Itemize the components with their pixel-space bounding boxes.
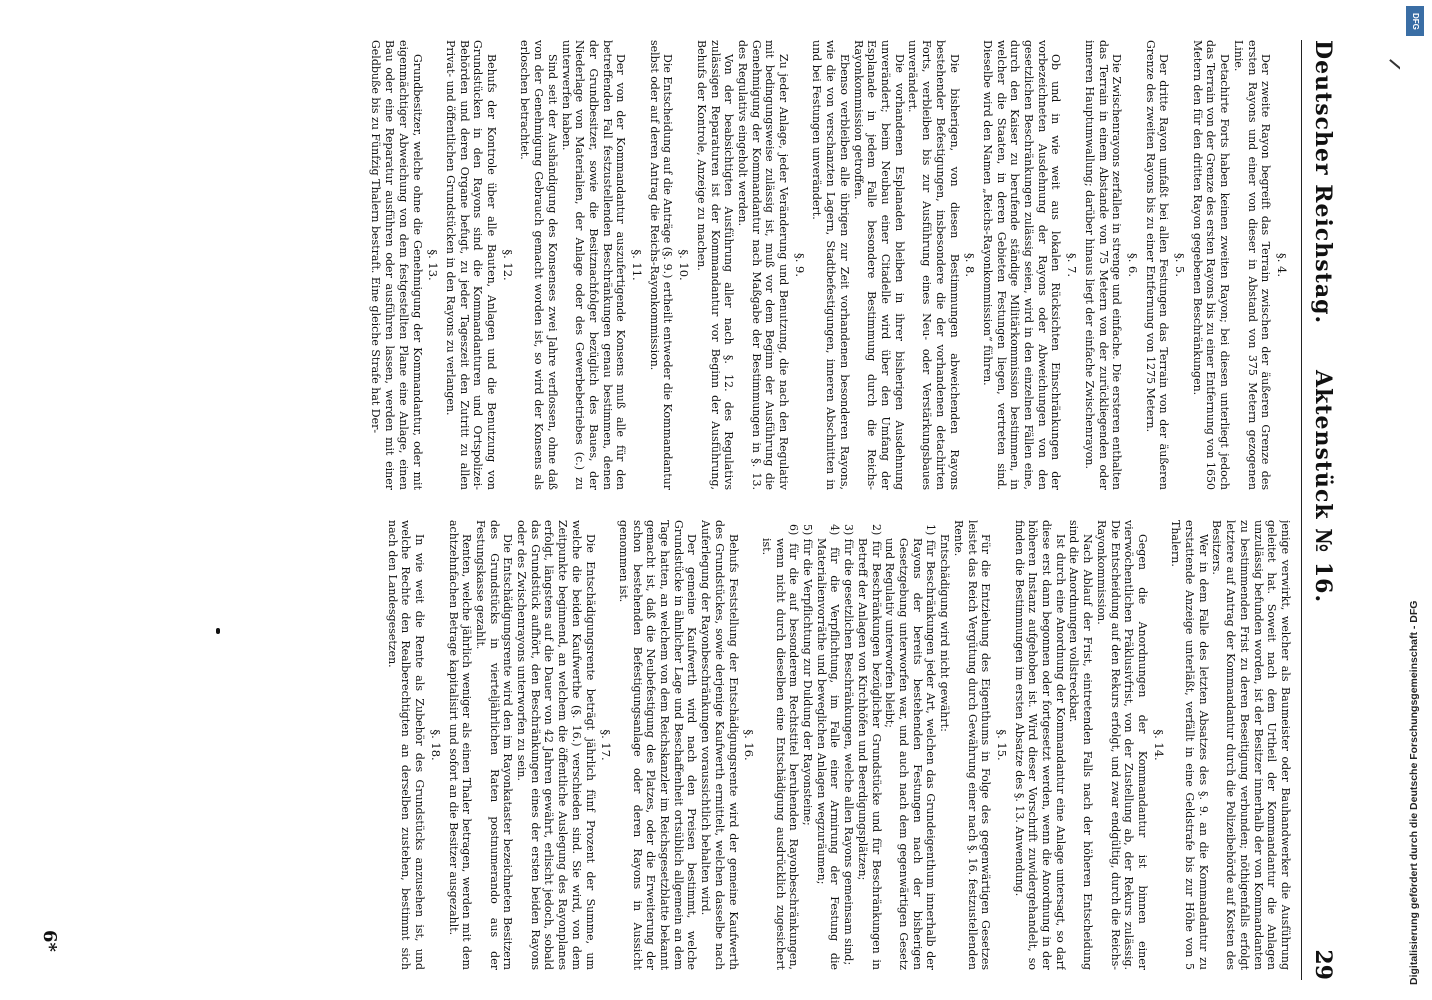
- paragraph: jenige verwirkt, welcher als Baumeister oder Bauhandwerker die Ausführung geleitet hat. Soweit nach dem Urtheil der Kommandantur die Anlagen unzulässig befunden worden, ist der Besitzer innerhalb der von Kommandanten zu bestimmenden Frist zu deren Beseitigung verbunden; nöthigenfalls erfolgt letztere auf Antrag der Kommandantur durch die Polizeibehörde auf Kosten des Besitzers.: [1210, 520, 1292, 970]
- paragraph: In wie weit die Rente als Zubehör des Grundstücks anzusehen ist, und welche Rechte den Realberechtigten an derselben zustehen, bestimmt sich nach den Landesgesetzen.: [385, 520, 427, 970]
- paragraph: Ob und in wie weit aus lokalen Rücksichten Einschränkungen der vorbezeichneten Ausdehnung der Rayons oder Abweichungen von den gesetzlichen Beschränkungen zulässig seien, wird in den einzelnen Fällen eine, durch den Kaiser zu berufende ständige Militärkommission bestimmen, in welcher die Staaten, in deren Gebieten Festungen liegen, vertreten sind. Dieselbe wird den Namen „Reichs-Rayonkommission“ führen.: [980, 40, 1063, 490]
- list-item: 5) für die Verpflichtung zur Duldung der Rayonsteine;: [801, 524, 815, 826]
- paragraph: Detachirte Forts haben keinen zweiten Rayon; bei diesen unterliegt jedoch das Terrain von der Grenze des ersten Rayons bis zu einer Entfernung von 1650 Metern den für den dritten Rayon gegebenen Beschränkungen.: [1190, 40, 1232, 490]
- paragraph: Die Entscheidung auf die Anträge (§. 9.) ertheilt entweder die Kommandantur selbst oder auf deren Antrag die Reichs-Rayonkommission.: [647, 40, 675, 490]
- paragraph: Von der beabsichtigten Ausführung aller nach §. 12. des Regulativs zulässigen Reparaturen ist der Kommandantur vor Beginn der Ausführung, Behufs der Kontrole, Anzeige zu machen.: [694, 40, 736, 490]
- paragraph: Behufs der Kontrole über alle Bauten, Anlagen und die Benutzung von Grundstücken in den Rayons sind die Kommandanturen und Ortspolizei-Behörden und deren Organe befugt, zu jeder Tageszeit den Zutritt zu allen Privat- und öffentlichen Grundstücken in den Rayons zu verlangen.: [443, 40, 499, 490]
- section-heading: §. 11.: [630, 249, 645, 281]
- section-heading: §. 9.: [792, 252, 807, 278]
- section-heading: §. 18.: [428, 729, 443, 761]
- digitization-notice: Digitalisierung gefördert durch die Deutsche Forschungsgemeinschaft - DFG: [1408, 600, 1420, 985]
- page-header: [1301, 40, 1342, 980]
- section-heading: §. 8.: [963, 252, 978, 278]
- section-heading: §. 10.: [677, 249, 692, 281]
- paragraph: Behufs Feststellung der Entschädigungsrente wird der gemeine Kaufwerth des Grundstückes, sowie derjenige Kaufwerth ermittelt, welchen dasselbe nach Auferlegung der Rayonbeschränkungen voraussichtlich behalten wird.: [699, 520, 740, 970]
- scan-speck: [216, 628, 220, 634]
- paragraph: Nach Ablauf der Frist, eintretenden Falls nach der höheren Entscheidung sind die Anordnungen vollstreckbar.: [1067, 520, 1095, 970]
- section-heading: §. 13.: [426, 249, 441, 281]
- signature-mark: 6*: [39, 930, 60, 952]
- paragraph: Gegen die Anordnungen der Kommandantur ist binnen einer vierwöchentlichen Präklusivfrist, von der Zustellung ab, der Rekurs zulässig. Die Entscheidung auf den Rekurs erfolgt, und zwar endgültig, durch die Reichs-Rayonkommission.: [1094, 520, 1149, 970]
- dfg-logo-icon: DFG: [1406, 6, 1424, 36]
- section-heading: §. 6.: [1125, 252, 1140, 278]
- right-column: [62, 520, 1292, 970]
- section-heading: §. 4.: [1275, 252, 1289, 278]
- document-number: Aktenstück № 16.: [1310, 370, 1336, 604]
- section-heading: §. 16.: [742, 729, 757, 761]
- paragraph: Die Entschädigungsrente wird den im Rayonkataster bezeichneten Besitzern des Grundstücks in vierteljährlichen Raten postnumerando aus der Festungskasse gezahlt.: [473, 520, 515, 970]
- left-column: [62, 40, 1292, 490]
- section-heading: §. 17.: [599, 729, 614, 761]
- paragraph: Die Zwischenrayons zerfallen in strenge und einfache. Die ersteren enthalten das Terrain in einem Abstande von 75 Metern von der zurückliegenden oder inneren Hauptumwallung; darüber hinaus liegt der einfache Zwischenrayon.: [1082, 40, 1124, 490]
- paragraph: Zu jeder Anlage, jeder Veränderung und Benutzung, die nach den Regulativ mit bedingungsweise zulässig ist, muß vor dem Beginn der Ausführung die Genehmigung der Kommandantur nach Maßgabe der Bestimmungen in §. 13. des Regulativs eingeholt werden.: [735, 40, 791, 490]
- paragraph: Der von der Kommandantur auszufertigende Konsens muß alle für den betreffenden Fall festzustellenden Beschränkungen genau bestimmen, denen der Grundbesitzer, sowie die Besitznachfolger bezüglich des Baues, der Niederlage von Materialien, der Anlage oder des Gewerbebetriebes (c.) zu unterwerfen haben.: [559, 40, 628, 490]
- list-item: 6) für die auf besonderem Rechtstitel beruhenden Rayonbeschränkungen, wenn nicht durch dieselben eine Entschädigung ausdrücklich zugesichert ist.: [759, 524, 801, 970]
- list-item: 4) für die Verpflichtung, im Falle einer Armirung der Festung die Materialienvorräthe und beweglichen Anlagen wegzuräumen;: [814, 524, 842, 970]
- section-heading: §. 15.: [994, 729, 1009, 761]
- paragraph: Grundbesitzer, welche ohne die Genehmigung der Kommandantur, oder mit eigenmächtiger Abweichung von dem festgestellten Plane eine Anlage, einen Bau oder eine Reparatur ausführen oder ausführen lassen, werden mit einer Geldbuße bis zu Fünfzig Thalern bestraft. Eine gleiche Strafe hat Der-: [369, 40, 424, 490]
- paragraph: Die vorhandenen Esplanaden bleiben in ihrer bisherigen Ausdehnung unverändert; beim Neubau einer Citadelle wird über den Umfang der Esplanade in jedem Falle besondere Bestimmung durch die Reichs-Rayonkommission getroffen.: [851, 40, 906, 490]
- paragraph: Der dritte Rayon umfaßt bei allen Festungen das Terrain von der äußeren Grenze des zweiten Rayons bis zu einer Entfernung von 1275 Metern.: [1143, 40, 1171, 490]
- paragraph: Der zweite Rayon begreift das Terrain zwischen der äußeren Grenze des ersten Rayons und einer von dieser in Abstand von 375 Metern gezogenen Linie.: [1231, 40, 1273, 490]
- paragraph: Entschädigung wird nicht gewährt:: [938, 534, 952, 732]
- list-item: 1) für Beschränkungen jeder Art, welchen das Grundeigenthum innerhalb der Rayons der bereits bestehenden Festungen nach der bisherigen Gesetzgebung unterworfen war, und auch nach dem gegenwärtigen Gesetz und Regulativ unterworfen bleibt;: [883, 524, 938, 970]
- paragraph: Renten, welche jährlich weniger als einen Thaler betragen, werden mit dem achtzehnfachen Betrage kapitalisirt und sofort an die Besitzer ausgezahlt.: [446, 520, 474, 970]
- running-title: Deutscher Reichstag.: [1310, 40, 1336, 325]
- paragraph: Ist durch eine Anordnung der Kommandantur eine Anlage untersagt, so darf diese erst dann begonnen oder fortgesetzt werden, wenn die Anordnung in der höheren Instanz aufgehoben ist. Wird dieser Vorschrift zuwidergehandelt, so finden die Bestimmungen im ersten Absatze des §. 13. Anwendung.: [1012, 520, 1067, 970]
- paragraph: Ebenso verbleiben alle übrigen zur Zeit vorhandenen besonderen Rayons, wie die von verschanzten Lagern, Stadtbefestigungen, inneren Abschnitten in und bei Festungen unverändert.: [810, 40, 851, 490]
- section-heading: §. 5.: [1173, 252, 1188, 278]
- paragraph: Für die Entziehung des Eigenthums in Folge des gegenwärtigen Gesetzes leistet das Reich Vergütung durch Gewährung einer nach §. 16. festzustellenden Rente.: [951, 520, 993, 970]
- list-item: 3) für die gesetzlichen Beschränkungen, welche allen Rayons gemeinsam sind;: [842, 524, 856, 966]
- section-heading: §. 12.: [500, 249, 515, 281]
- paragraph: Der gemeine Kaufwerth wird nach den Preisen bestimmt, welche Grundstücke in ähnlicher Lage und Beschaffenheit ortsüblich allgemein an dem Tage hatten, an welchem von dem Reichskanzler im Reichsgesetzblatte bekannt gemacht ist, daß die Neubefestigung des Platzes, oder die Erweiterung der schon bestehenden Befestigungsanlage oder deren Rayons in Aussicht genommen ist.: [616, 520, 699, 970]
- digitization-strip: [1400, 0, 1432, 1000]
- paragraph: Die Entschädigungsrente beträgt jährlich fünf Prozent der Summe, um welche die beiden Kaufwerthe (§. 16.) verschieden sind. Sie wird, von dem Zeitpunkte beginnend, an welchem die öffentliche Auslegung des Rayonplanes erfolgt, längstens auf die Dauer von 42 Jahren gewährt, erlischt jedoch, sobald das Grundstück aufhört, den Beschränkungen eines der ersten beiden Rayons oder des Zwischenrayons unterworfen zu sein.: [515, 520, 597, 970]
- paragraph: Die bisherigen, von diesen Bestimmungen abweichenden Rayons bestehender Befestigungen, insbesondere die der vorhandenen detachirten Forts, verbleiben bis zur Ausführung eines Neu- oder Verstärkungsbaues unverändert.: [906, 40, 961, 490]
- paragraph: Wer in dem Falle des letzten Absatzes des §. 9. an die Kommandantur zu erstattende Anzeige unterläßt, verfällt in eine Geldstrafe bis zur Höhe von 5 Thalern.: [1169, 520, 1210, 970]
- paragraph: Sind seit der Aushändigung des Konsenses zwei Jahre verflossen, ohne daß von der Genehmigung Gebrauch gemacht worden ist, so wird der Konsens als erloschen betrachtet.: [518, 40, 559, 490]
- section-heading: §. 7.: [1065, 252, 1080, 278]
- page-number: 29: [1310, 949, 1336, 980]
- list-item: 2) für Beschränkungen bezüglicher Grundstücke und für Beschränkungen in Betreff der Anlagen von Kirchhöfen und Beerdigungsplätzen;: [855, 524, 883, 970]
- section-heading: §. 14.: [1151, 729, 1166, 761]
